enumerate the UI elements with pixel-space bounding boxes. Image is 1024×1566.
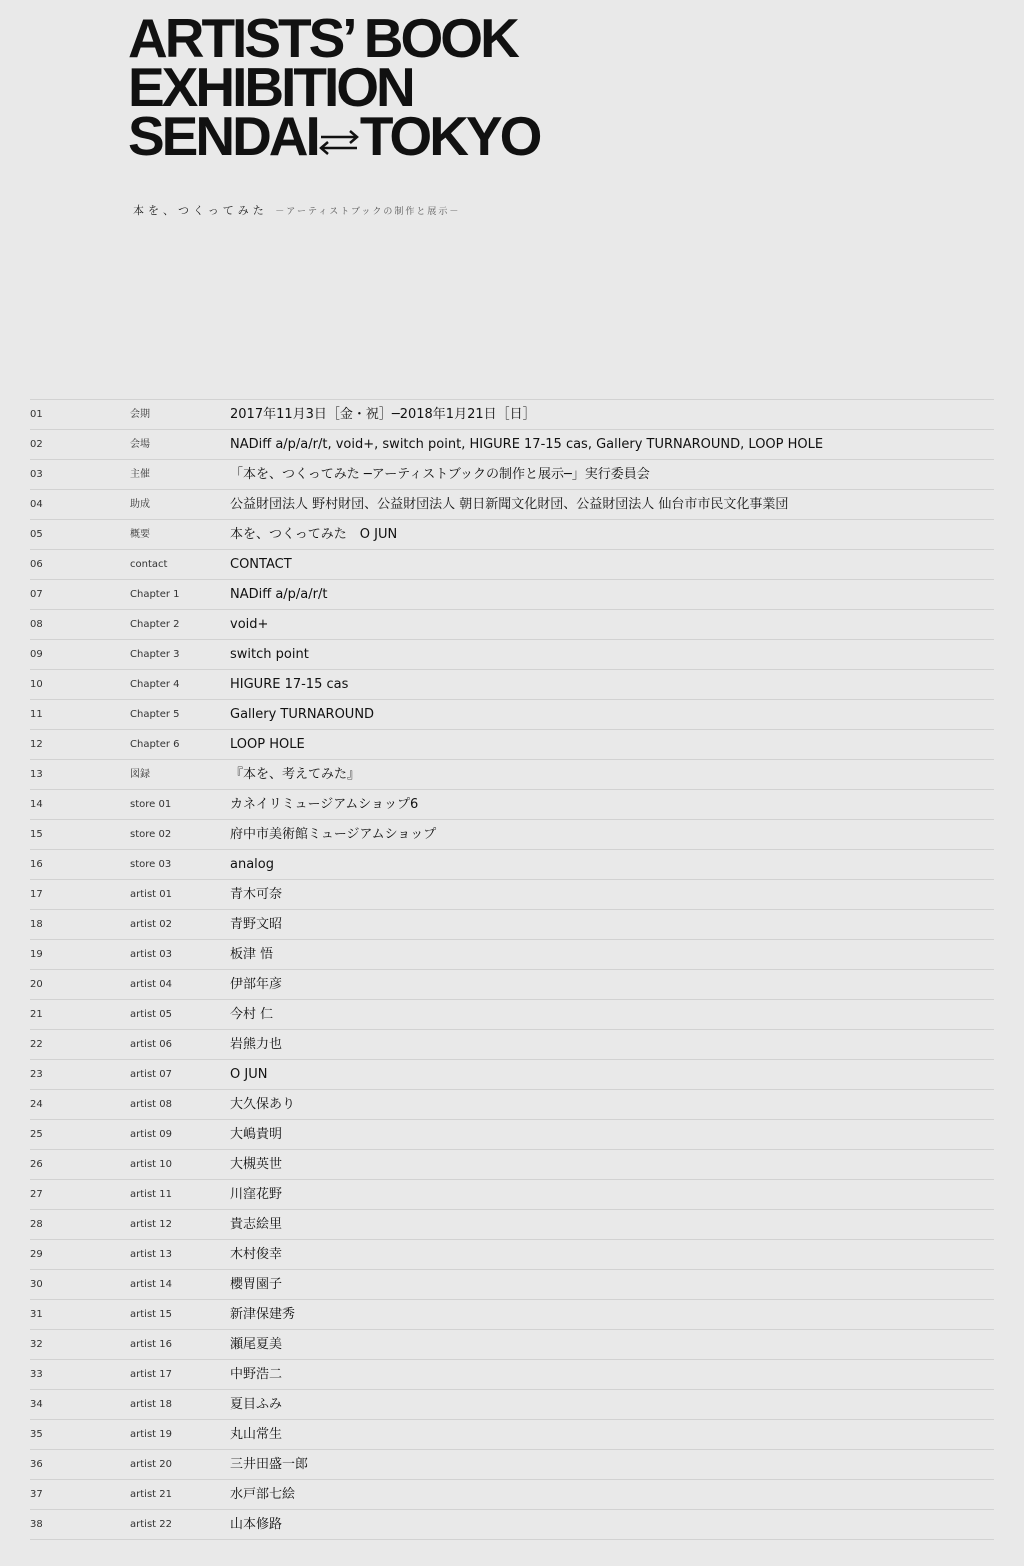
row-number: 25 bbox=[30, 1129, 43, 1140]
table-row[interactable] bbox=[30, 550, 994, 580]
subtitle-main: 本を、つくってみた bbox=[133, 204, 268, 217]
row-number: 32 bbox=[30, 1339, 43, 1350]
row-label: artist 03 bbox=[130, 949, 172, 960]
row-label: artist 21 bbox=[130, 1489, 172, 1500]
logo-word-tokyo: TOKYO bbox=[359, 105, 540, 167]
row-value: 瀬尾夏美 bbox=[230, 1337, 283, 1352]
table-row[interactable] bbox=[30, 1030, 994, 1060]
row-number: 24 bbox=[30, 1099, 43, 1110]
row-label: store 02 bbox=[130, 829, 172, 840]
logo-word-sendai: SENDAI bbox=[128, 105, 318, 167]
row-value: 府中市美術館ミュージアムショップ bbox=[230, 827, 437, 842]
row-number: 37 bbox=[30, 1489, 43, 1500]
row-number: 08 bbox=[30, 619, 43, 630]
row-number: 05 bbox=[30, 529, 43, 540]
row-number: 19 bbox=[30, 949, 43, 960]
row-number: 07 bbox=[30, 589, 43, 600]
row-number: 28 bbox=[30, 1219, 43, 1230]
row-value: 伊部年彦 bbox=[230, 977, 283, 992]
row-number: 31 bbox=[30, 1309, 43, 1320]
row-value: 大久保あり bbox=[230, 1097, 296, 1112]
table-row[interactable] bbox=[30, 940, 994, 970]
table-row[interactable] bbox=[30, 430, 994, 460]
table-row[interactable] bbox=[30, 1450, 994, 1480]
row-label: artist 08 bbox=[130, 1099, 172, 1110]
table-row[interactable] bbox=[30, 1060, 994, 1090]
logo-line-2: EXHIBITION bbox=[128, 56, 413, 118]
table-row[interactable] bbox=[30, 1240, 994, 1270]
row-value: 今村 仁 bbox=[230, 1007, 274, 1022]
row-label: Chapter 2 bbox=[130, 619, 180, 630]
row-number: 03 bbox=[30, 469, 43, 480]
row-number: 16 bbox=[30, 859, 43, 870]
row-label: artist 02 bbox=[130, 919, 172, 930]
row-label: artist 20 bbox=[130, 1459, 172, 1470]
row-number: 18 bbox=[30, 919, 43, 930]
row-label: artist 01 bbox=[130, 889, 172, 900]
table-row[interactable] bbox=[30, 1210, 994, 1240]
info-table bbox=[30, 399, 994, 1540]
table-row[interactable] bbox=[30, 610, 994, 640]
row-label: 会場 bbox=[130, 439, 150, 450]
row-label: artist 11 bbox=[130, 1189, 172, 1200]
table-row[interactable] bbox=[30, 730, 994, 760]
row-label: artist 18 bbox=[130, 1399, 172, 1410]
row-label: artist 15 bbox=[130, 1309, 172, 1320]
logo-line-3 bbox=[128, 105, 540, 167]
table-row[interactable] bbox=[30, 1150, 994, 1180]
table-row[interactable] bbox=[30, 1360, 994, 1390]
row-number: 33 bbox=[30, 1369, 43, 1380]
row-label: Chapter 4 bbox=[130, 679, 180, 690]
row-number: 38 bbox=[30, 1519, 43, 1530]
row-number: 29 bbox=[30, 1249, 43, 1260]
row-number: 13 bbox=[30, 769, 43, 780]
row-number: 12 bbox=[30, 739, 43, 750]
table-row[interactable] bbox=[30, 1090, 994, 1120]
table-row[interactable] bbox=[30, 910, 994, 940]
table-row[interactable] bbox=[30, 640, 994, 670]
row-value: 木村俊幸 bbox=[230, 1247, 283, 1262]
row-value: LOOP HOLE bbox=[230, 737, 305, 752]
row-value: 夏目ふみ bbox=[230, 1397, 283, 1412]
table-row[interactable] bbox=[30, 1480, 994, 1510]
table-row[interactable] bbox=[30, 1300, 994, 1330]
row-value: 青野文昭 bbox=[230, 917, 283, 932]
row-label: artist 22 bbox=[130, 1519, 172, 1530]
row-number: 36 bbox=[30, 1459, 43, 1470]
exhibition-logo[interactable] bbox=[128, 7, 540, 167]
row-number: 02 bbox=[30, 439, 43, 450]
table-row[interactable] bbox=[30, 490, 994, 520]
subtitle-sub: －アーティストブックの制作と展示－ bbox=[275, 207, 461, 217]
row-number: 04 bbox=[30, 499, 43, 510]
table-row[interactable] bbox=[30, 760, 994, 790]
row-value: 『本を、考えてみた』 bbox=[230, 767, 361, 782]
row-value: カネイリミュージアムショップ6 bbox=[230, 797, 419, 812]
row-value: 川窪花野 bbox=[230, 1187, 283, 1202]
table-row[interactable] bbox=[30, 1120, 994, 1150]
row-number: 26 bbox=[30, 1159, 43, 1170]
row-label: artist 12 bbox=[130, 1219, 172, 1230]
row-number: 34 bbox=[30, 1399, 43, 1410]
row-number: 10 bbox=[30, 679, 43, 690]
table-row[interactable] bbox=[30, 670, 994, 700]
row-number: 30 bbox=[30, 1279, 43, 1290]
row-value: 青木可奈 bbox=[230, 887, 283, 902]
row-number: 17 bbox=[30, 889, 43, 900]
table-row[interactable] bbox=[30, 1420, 994, 1450]
row-value: 丸山常生 bbox=[230, 1427, 283, 1442]
row-label: artist 04 bbox=[130, 979, 172, 990]
row-value: 貴志絵里 bbox=[230, 1217, 283, 1232]
row-label: store 01 bbox=[130, 799, 172, 810]
row-label: artist 19 bbox=[130, 1429, 172, 1440]
row-label: contact bbox=[130, 559, 168, 570]
row-value: 山本修路 bbox=[230, 1517, 283, 1532]
row-value: 大嶋貴明 bbox=[230, 1127, 283, 1142]
table-row[interactable] bbox=[30, 520, 994, 550]
row-value: 公益財団法人 野村財団、公益財団法人 朝日新聞文化財団、公益財団法人 仙台市市民文化事業団 bbox=[230, 497, 789, 512]
row-number: 22 bbox=[30, 1039, 43, 1050]
row-label: artist 09 bbox=[130, 1129, 172, 1140]
row-label: 主催 bbox=[130, 469, 150, 480]
row-value: 中野浩二 bbox=[230, 1367, 283, 1382]
row-number: 11 bbox=[30, 709, 43, 720]
row-label: artist 16 bbox=[130, 1339, 172, 1350]
table-row[interactable] bbox=[30, 790, 994, 820]
table-row[interactable] bbox=[30, 460, 994, 490]
row-number: 14 bbox=[30, 799, 43, 810]
row-label: 概要 bbox=[130, 529, 150, 540]
row-value: O JUN bbox=[230, 1067, 268, 1082]
row-label: artist 17 bbox=[130, 1369, 172, 1380]
table-row[interactable] bbox=[30, 1180, 994, 1210]
table-row[interactable] bbox=[30, 1390, 994, 1420]
row-label: artist 10 bbox=[130, 1159, 172, 1170]
row-label: Chapter 5 bbox=[130, 709, 180, 720]
row-value: 2017年11月3日［金・祝］─2018年1月21日［日］ bbox=[230, 407, 536, 422]
row-label: Chapter 6 bbox=[130, 739, 180, 750]
table-row[interactable] bbox=[30, 820, 994, 850]
row-value: 岩熊力也 bbox=[230, 1037, 283, 1052]
bidirectional-arrows-icon bbox=[319, 127, 359, 157]
row-value: analog bbox=[230, 857, 274, 872]
row-label: Chapter 1 bbox=[130, 589, 180, 600]
row-value: 三井田盛一郎 bbox=[230, 1457, 309, 1472]
table-row[interactable] bbox=[30, 700, 994, 730]
row-label: 助成 bbox=[130, 499, 150, 510]
table-row[interactable] bbox=[30, 1510, 994, 1540]
table-row[interactable] bbox=[30, 1270, 994, 1300]
table-row[interactable] bbox=[30, 1000, 994, 1030]
row-value: 板津 悟 bbox=[230, 947, 274, 962]
row-number: 01 bbox=[30, 409, 43, 420]
row-value: HIGURE 17-15 cas bbox=[230, 677, 349, 692]
row-label: artist 14 bbox=[130, 1279, 172, 1290]
row-value: 本を、つくってみた O JUN bbox=[230, 527, 398, 542]
logo-line-1: ARTISTS’ BOOK bbox=[128, 7, 517, 69]
table-row[interactable] bbox=[30, 970, 994, 1000]
row-value: void+ bbox=[230, 617, 269, 632]
table-row[interactable] bbox=[30, 1330, 994, 1360]
row-number: 06 bbox=[30, 559, 43, 570]
row-label: artist 07 bbox=[130, 1069, 172, 1080]
row-value: NADiff a/p/a/r/t bbox=[230, 587, 328, 602]
row-label: artist 13 bbox=[130, 1249, 172, 1260]
row-number: 21 bbox=[30, 1009, 43, 1020]
row-label: 会期 bbox=[130, 409, 150, 420]
row-value: CONTACT bbox=[230, 557, 292, 572]
row-number: 35 bbox=[30, 1429, 43, 1440]
row-value: NADiff a/p/a/r/t, void+, switch point, HIGURE 17-15 cas, Gallery TURNAROUND, LOOP HOLE bbox=[230, 437, 824, 452]
row-value: Gallery TURNAROUND bbox=[230, 707, 375, 722]
row-number: 27 bbox=[30, 1189, 43, 1200]
row-value: 水戸部七絵 bbox=[230, 1487, 296, 1502]
row-label: artist 06 bbox=[130, 1039, 172, 1050]
row-value: 新津保建秀 bbox=[230, 1307, 296, 1322]
row-value: 大槻英世 bbox=[230, 1157, 283, 1172]
row-label: Chapter 3 bbox=[130, 649, 180, 660]
row-value: switch point bbox=[230, 647, 309, 662]
row-value: 櫻胃園子 bbox=[230, 1277, 283, 1292]
row-number: 15 bbox=[30, 829, 43, 840]
table-row[interactable] bbox=[30, 400, 994, 430]
row-label: 図録 bbox=[130, 769, 150, 780]
row-value: 「本を、つくってみた ─アーティストブックの制作と展示─」実行委員会 bbox=[230, 467, 650, 482]
table-row[interactable] bbox=[30, 580, 994, 610]
row-number: 23 bbox=[30, 1069, 43, 1080]
table-row[interactable] bbox=[30, 880, 994, 910]
row-label: store 03 bbox=[130, 859, 172, 870]
exhibition-subtitle bbox=[133, 202, 460, 218]
row-label: artist 05 bbox=[130, 1009, 172, 1020]
row-number: 20 bbox=[30, 979, 43, 990]
row-number: 09 bbox=[30, 649, 43, 660]
table-row[interactable] bbox=[30, 850, 994, 880]
